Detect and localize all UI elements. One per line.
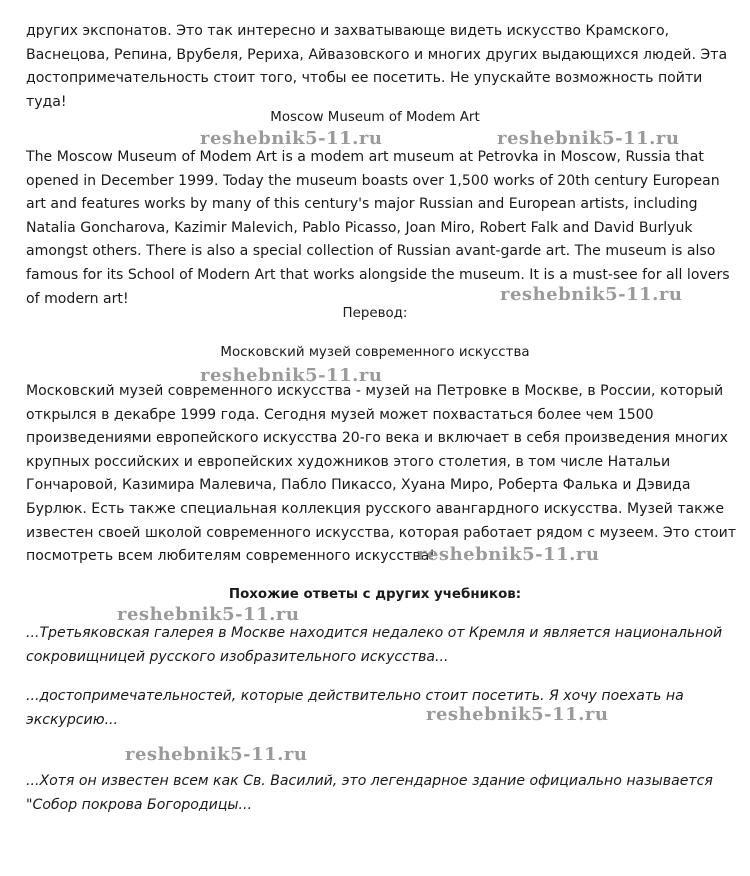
similar-answer-item[interactable]: ...достопримечательностей, которые действительно стоит посетить. Я хочу поехать на экскурсию... <box>26 688 684 728</box>
watermark: reshebnik5-11.ru <box>117 604 300 625</box>
russian-title: Московский музей современного искусства <box>220 345 530 360</box>
watermark: reshebnik5-11.ru <box>417 544 600 565</box>
watermark: reshebnik5-11.ru <box>426 704 609 725</box>
similar-answer-item[interactable]: ...Хотя он известен всем как Св. Василий, это легендарное здание официально называется "Собор покрова Богородицы... <box>26 773 713 813</box>
similar-answer-item[interactable]: ...Третьяковская галерея в Москве находится недалеко от Кремля и является национальной сокровищницей русского изобразительного искусства... <box>26 625 723 665</box>
english-title: Moscow Museum of Modem Art <box>270 110 480 125</box>
intro-paragraph: других экспонатов. Это так интересно и захватывающе видеть искусство Крамского, Васнецова, Репина, Врубеля, Рериха, Айвазовского и многих других выдающихся людей. Эта достопримечательность стоит того, чтобы ее посетить. Не упускайте возможность пойти туда! <box>26 23 728 110</box>
russian-paragraph: Московский музей современного искусства - музей на Петровке в Москве, в России, который открылся в декабре 1999 года. Сегодня музей может похвастаться более чем 1500 произведениями европейского искусства 20-го века и включает в себя произведения многих крупных российских и европейских художников этого столетия, в том числе Натальи Гончаровой, Казимира Малевича, Пабло Пикассо, Хуана Миро, Роберта Фалька и Дэвида Бурлюк. Есть также специальная коллекция русского авангардного искусства. Музей также известен своей школой современного искусства, которая работает рядом с музеем. Это стоит посмотреть всем любителям современного искусства! <box>26 383 737 565</box>
watermark: reshebnik5-11.ru <box>497 128 680 149</box>
watermark: reshebnik5-11.ru <box>200 365 383 386</box>
translation-label: Перевод: <box>342 306 408 321</box>
watermark: reshebnik5-11.ru <box>200 128 383 149</box>
similar-answers-heading: Похожие ответы с других учебников: <box>228 587 522 602</box>
watermark: reshebnik5-11.ru <box>125 744 308 765</box>
english-paragraph: The Moscow Museum of Modem Art is a modem art museum at Petrovka in Moscow, Russia that opened in December 1999. Today the museum boasts over 1,500 works of 20th century European art and features works by many of this century's major Russian and European artists, including Natalia Goncharova, Kazimir Malevich, Pablo Picasso, Joan Miro, Robert Falk and David Burlyuk amongst others. There is also a special collection of Russian avant-garde art. The museum is also famous for its School of Modern Art that works alongside the museum. It is a must-see for all lovers of modern art! <box>26 149 730 307</box>
watermark: reshebnik5-11.ru <box>500 284 683 305</box>
